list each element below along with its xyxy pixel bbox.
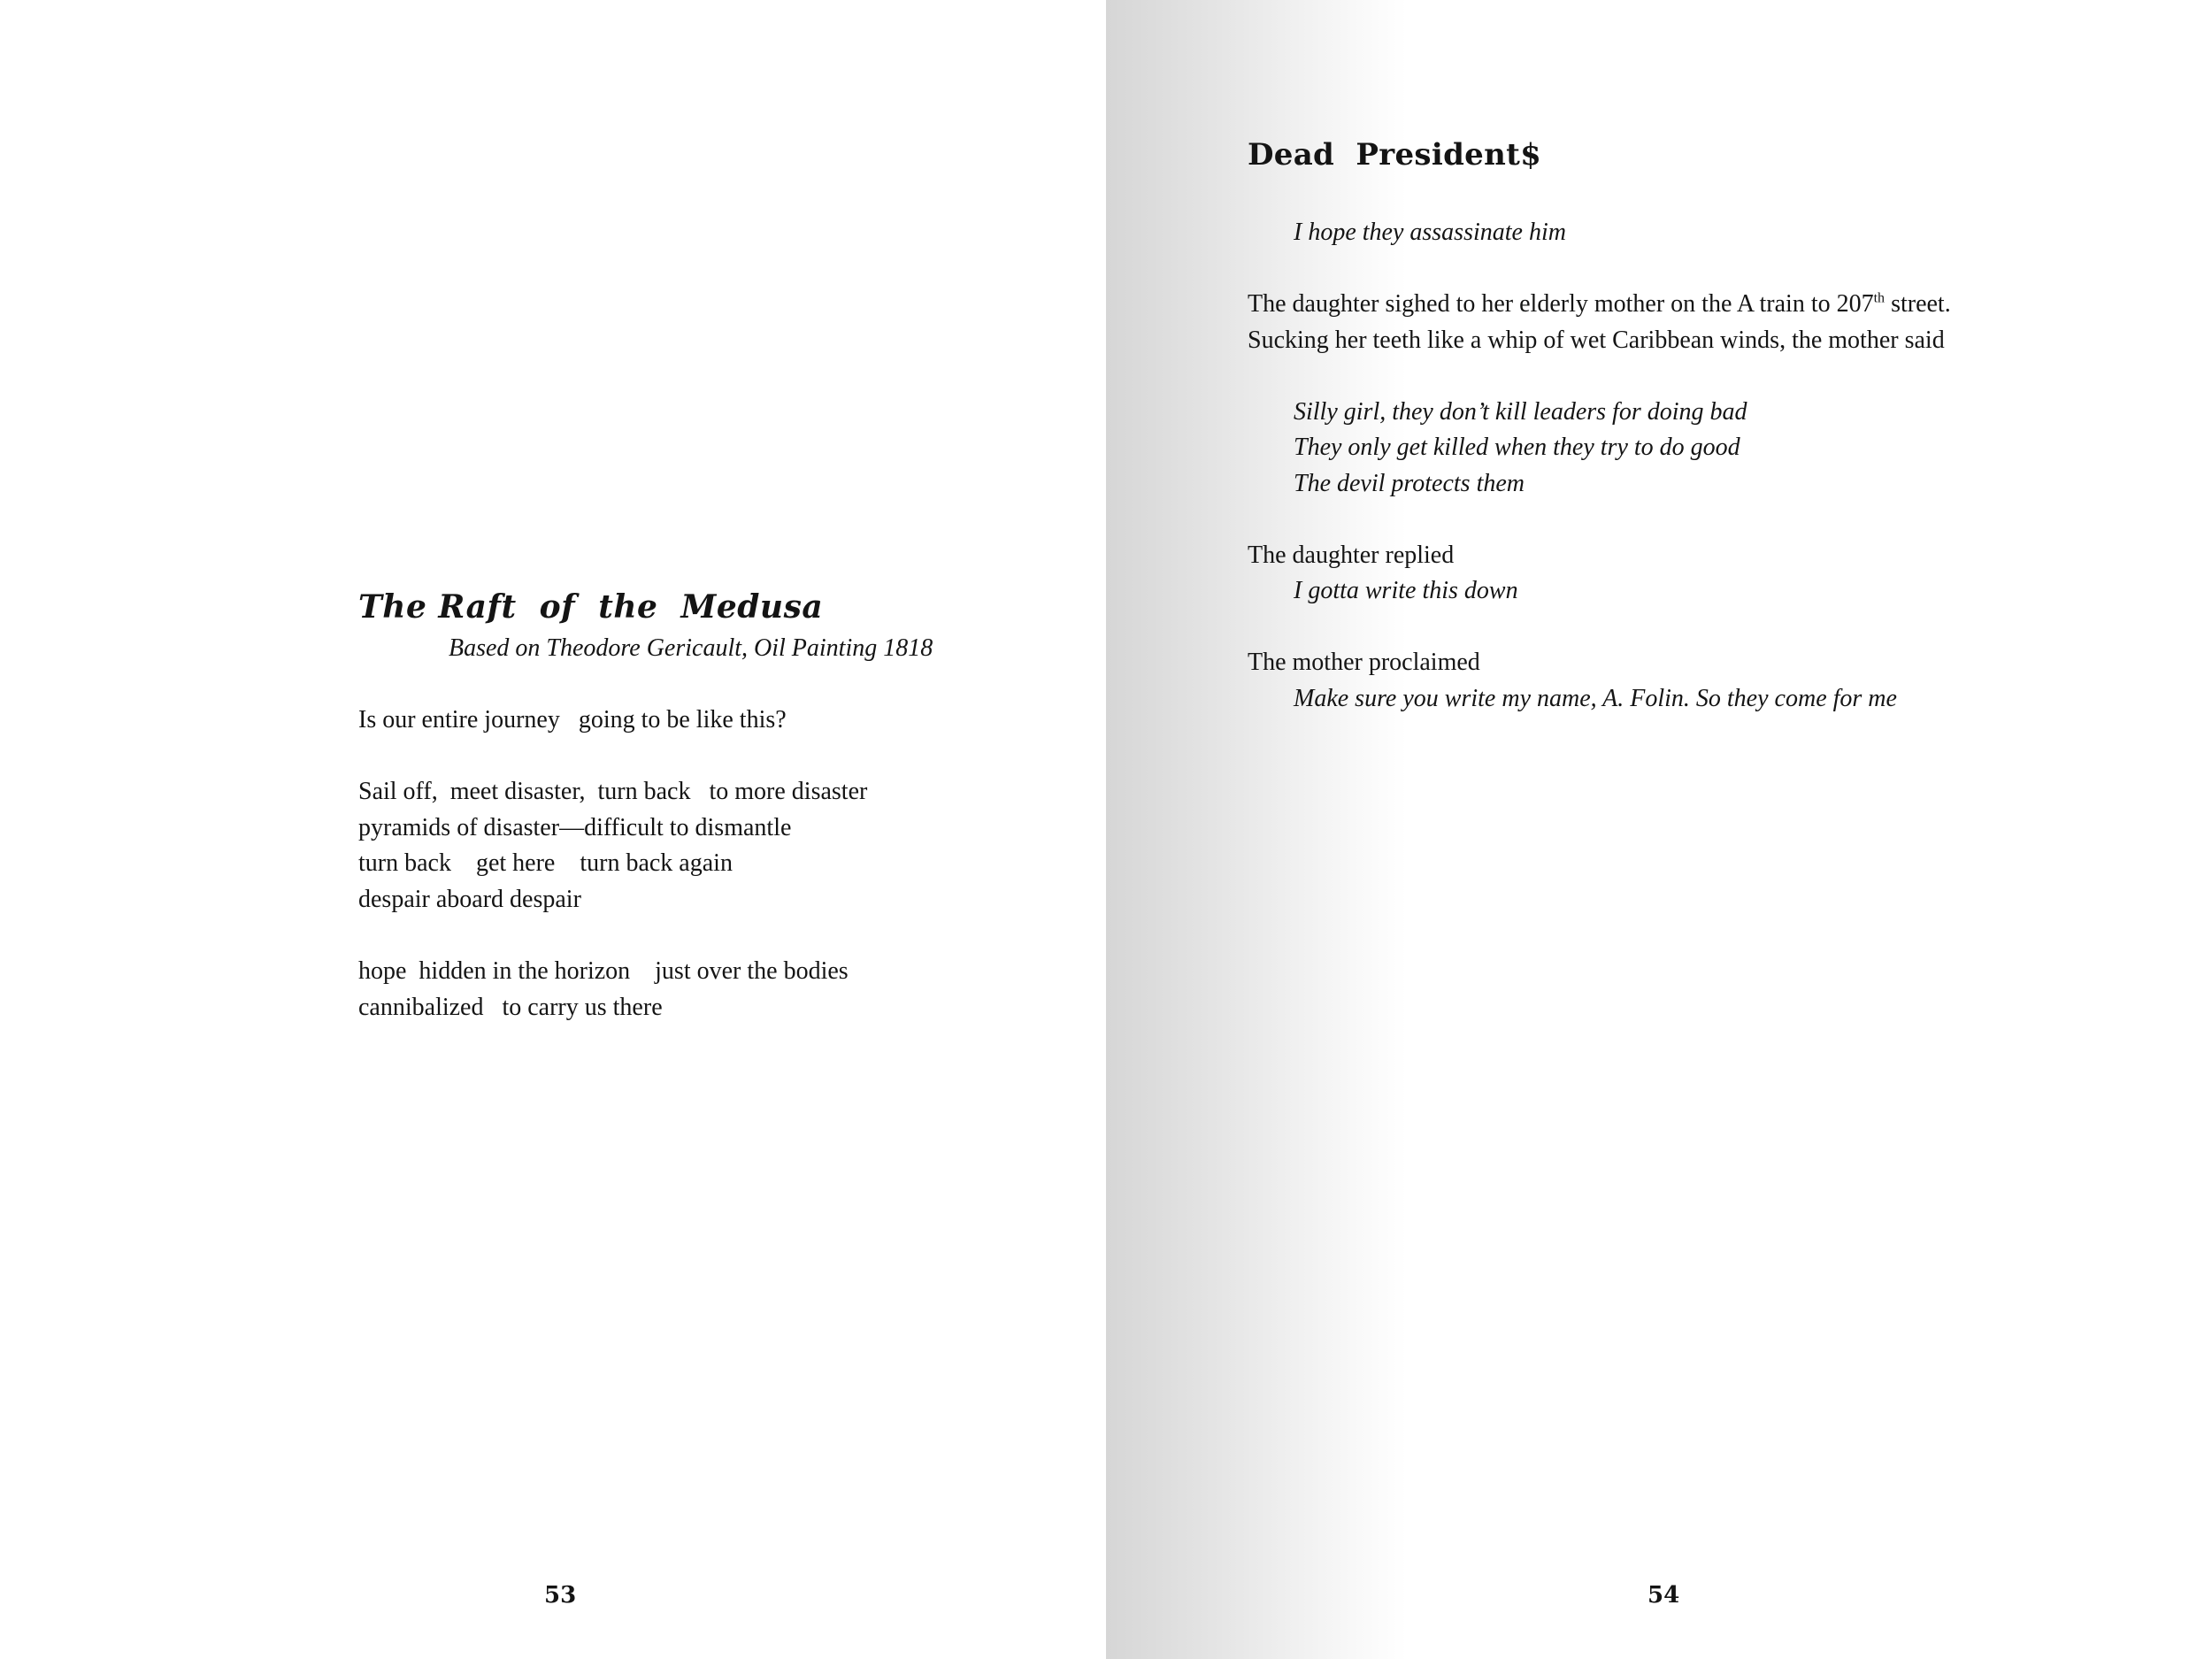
narration-line: Sucking her teeth like a whip of wet Caribbean winds, the mother said (1248, 326, 1945, 354)
narration-text: The daughter sighed to her elderly mother on the A train to 207 (1248, 290, 1874, 318)
poem-line: Is our entire journey going to be like this? (358, 706, 787, 733)
page-number-left: 53 (544, 1582, 577, 1609)
poem-line: pyramids of disaster—difficult to dismantle (358, 814, 792, 841)
quote-line: Silly girl, they don’t kill leaders for doing bad (1294, 398, 1747, 426)
poem-line: cannibalized to carry us there (358, 994, 663, 1021)
page-number-right: 54 (1647, 1582, 1680, 1609)
quote-line: I gotta write this down (1294, 577, 1518, 604)
poem-line: hope hidden in the horizon just over the bodies (358, 957, 849, 985)
epigraph-line: I hope they assassinate him (1294, 219, 1566, 246)
right-page (1106, 0, 2212, 1659)
narration-line: The daughter replied (1248, 541, 1455, 569)
quote-line: The devil protects them (1294, 470, 1525, 497)
ordinal-superscript: th (1873, 290, 1886, 306)
poem-subtitle: Based on Theodore Gericault, Oil Painting 1818 (449, 634, 933, 662)
poem-title-dead-presidents: Dead President$ (1248, 137, 1542, 173)
narration-line (1248, 289, 1951, 319)
quote-line: They only get killed when they try to do good (1294, 434, 1740, 461)
poem-line: turn back get here turn back again (358, 849, 733, 877)
narration-text-end: street. (1885, 290, 1951, 318)
narration-line: The mother proclaimed (1248, 649, 1480, 676)
quote-line: Make sure you write my name, A. Folin. So they come for me (1294, 685, 1897, 712)
poem-line: Sail off, meet disaster, turn back to more disaster (358, 778, 868, 805)
poem-line: despair aboard despair (358, 886, 581, 913)
poem-title-raft-of-the-medusa: The Raft of the Medusa (358, 588, 824, 626)
